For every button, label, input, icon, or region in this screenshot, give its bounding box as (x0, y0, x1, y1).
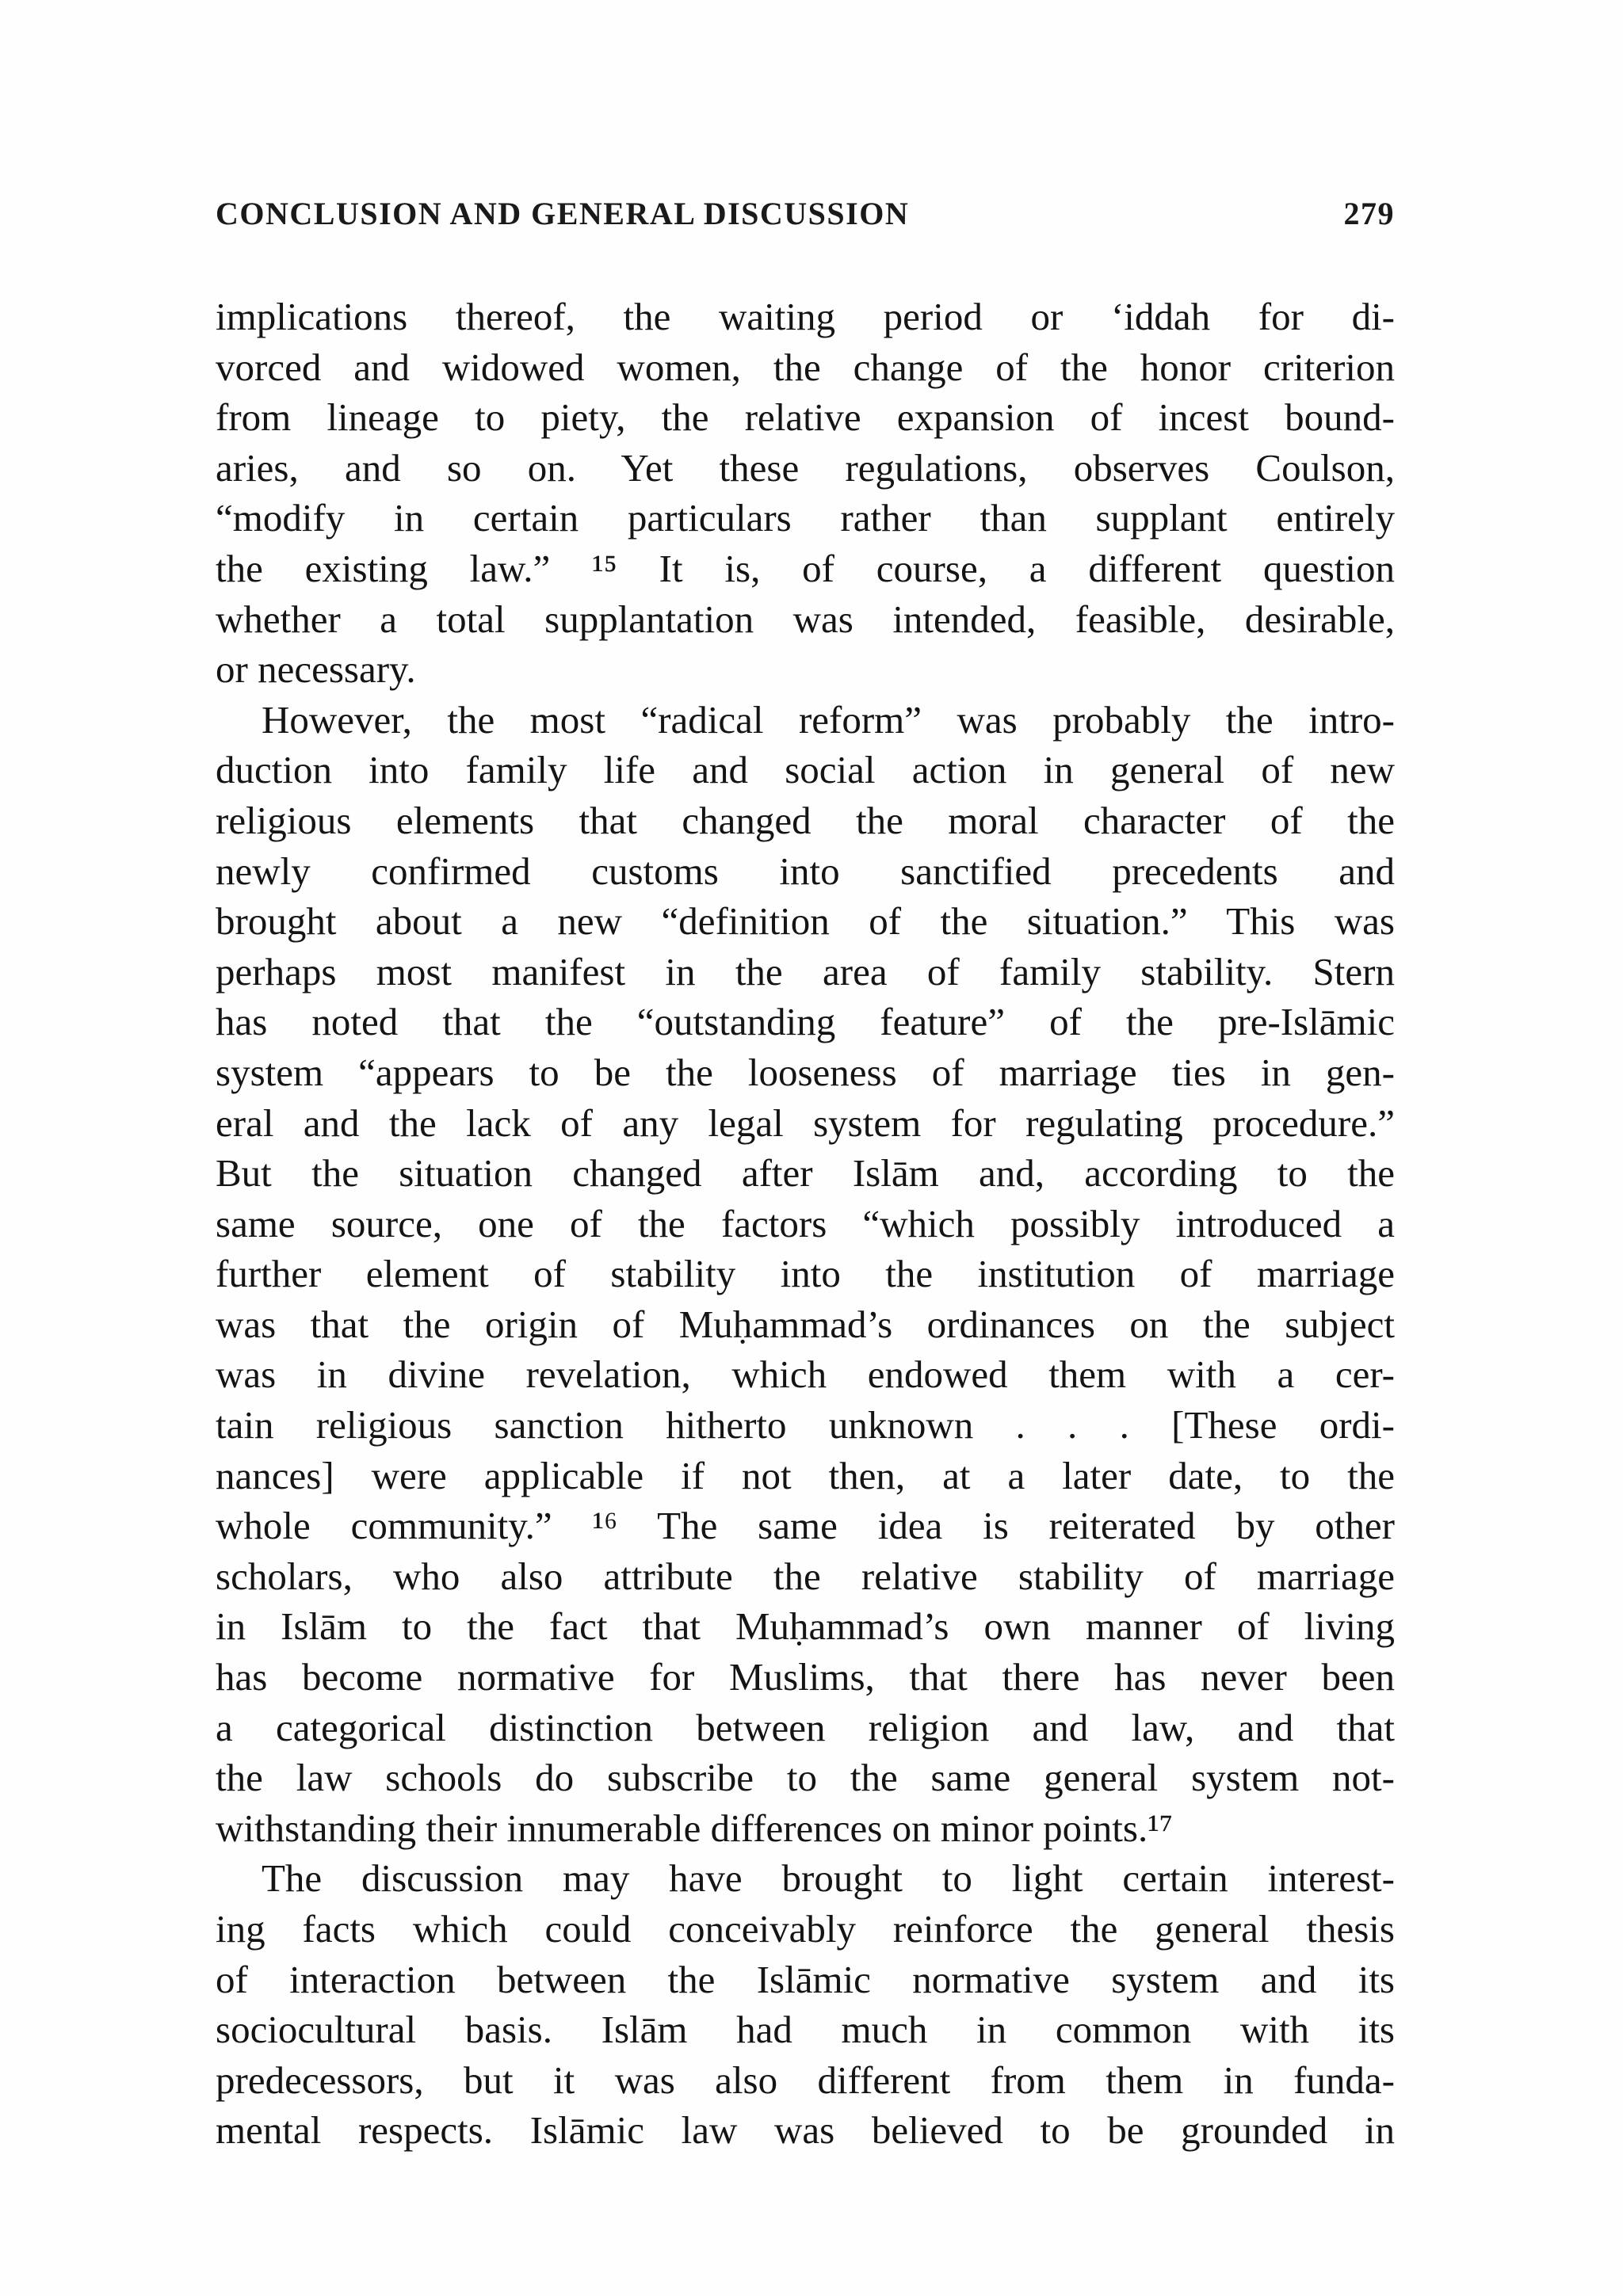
text-line: of interaction between the Islāmic normative system and its (216, 1957, 1395, 2001)
text-line: However, the most “radical reform” was probably the intro- (262, 697, 1395, 742)
text-line: from lineage to piety, the relative expansion of incest bound- (216, 395, 1395, 440)
text-line: But the situation changed after Islām and, according to the (216, 1151, 1395, 1196)
text-line: a categorical distinction between religion and law, and that (216, 1705, 1395, 1749)
text-line: withstanding their innumerable differences on minor points.¹⁷ (216, 1806, 1173, 1850)
body-text (216, 292, 1395, 2156)
text-line: aries, and so on. Yet these regulations, observes Coulson, (216, 445, 1395, 490)
text-line: mental respects. Islāmic law was believed to be grounded in (216, 2108, 1395, 2153)
text-line: has become normative for Muslims, that there has never been (216, 1655, 1395, 1699)
text-line: whether a total supplantation was intended, feasible, desirable, (216, 597, 1395, 641)
text-line: newly confirmed customs into sanctified precedents and (216, 849, 1395, 893)
text-line: The discussion may have brought to light certain interest- (262, 1856, 1395, 1901)
text-line: in Islām to the fact that Muḥammad’s own manner of living (216, 1604, 1395, 1649)
text-line: same source, one of the factors “which possibly introduced a (216, 1201, 1395, 1245)
text-line: has noted that the “outstanding feature” of the pre-Islāmic (216, 1000, 1395, 1044)
text-line: “modify in certain particulars rather than supplant entirely (216, 496, 1395, 540)
text-line: further element of stability into the institution of marriage (216, 1252, 1395, 1296)
text-line: was in divine revelation, which endowed them with a cer- (216, 1352, 1395, 1397)
text-line: whole community.” ¹⁶ The same idea is reiterated by other (216, 1504, 1395, 1548)
text-line: was that the origin of Muḥammad’s ordinances on the subject (216, 1302, 1395, 1346)
text-line: religious elements that changed the moral character of the (216, 798, 1395, 842)
text-line: tain religious sanction hitherto unknown . . . [These ordi- (216, 1403, 1395, 1447)
text-line: sociocultural basis. Islām had much in common with its (216, 2008, 1395, 2052)
text-line: scholars, who also attribute the relative stability of marriage (216, 1554, 1395, 1598)
text-line: the existing law.” ¹⁵ It is, of course, a different question (216, 546, 1395, 590)
text-line: nances] were applicable if not then, at a later date, to the (216, 1453, 1395, 1497)
text-line: or necessary. (216, 647, 416, 692)
text-line: system “appears to be the looseness of marriage ties in gen- (216, 1050, 1395, 1094)
text-line: ing facts which could conceivably reinforce the general thesis (216, 1907, 1395, 1951)
text-line: eral and the lack of any legal system for regulating procedure.” (216, 1100, 1395, 1145)
text-line: duction into family life and social action in general of new (216, 748, 1395, 792)
running-title: CONCLUSION AND GENERAL DISCUSSION (216, 196, 910, 231)
running-head (216, 195, 1395, 236)
page-number: 279 (1343, 196, 1395, 231)
text-line: brought about a new “definition of the situation.” This was (216, 899, 1395, 944)
text-line: perhaps most manifest in the area of family stability. Stern (216, 949, 1395, 994)
text-line: implications thereof, the waiting period or ‘iddah for di- (216, 295, 1395, 338)
text-line: the law schools do subscribe to the same general system not- (216, 1756, 1395, 1800)
text-line: predecessors, but it was also different from them in funda- (216, 2058, 1395, 2102)
text-line: vorced and widowed women, the change of the honor criterion (216, 345, 1395, 389)
